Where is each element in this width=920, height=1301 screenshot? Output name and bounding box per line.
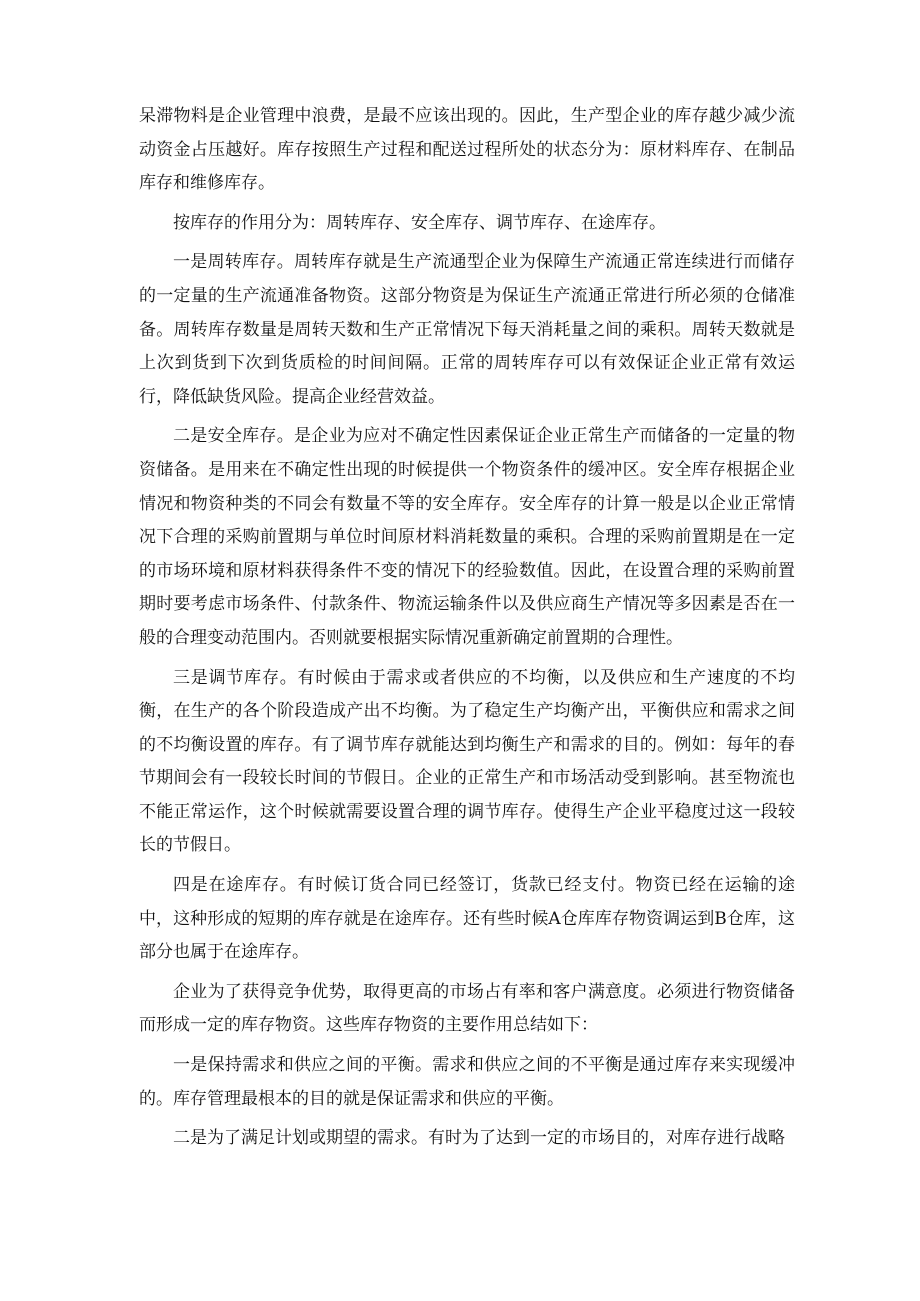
paragraph-purpose-one: 一是保持需求和供应之间的平衡。需求和供应之间的不平衡是通过库存来实现缓冲的。库存管理最根本的目的就是保证需求和供应的平衡。 xyxy=(139,1055,795,1109)
paragraph-safety-stock: 二是安全库存。是企业为应对不确定性因素保证企业正常生产而储备的一定量的物资储备。是用来在不确定性出现的时候提供一个物资条件的缓冲区。安全库存根据企业情况和物资种类的不同会有数量不等的安全库存。安全库存的计算一般是以企业正常情况下合理的采购前置期与单位时间原材料消耗数量的乘积。合理的采购前置期是在一定的市场环境和原材料获得条件不变的情况下的经验数值。因此，在设置合理的采购前置期时要考虑市场条件、付款条件、物流运输条件以及供应商生产情况等多因素是否在一般的合理变动范围内。否则就要根据实际情况重新确定前置期的合理性。 xyxy=(139,426,795,648)
paragraph-in-transit-stock: 四是在途库存。有时候订货合同已经签订，货款已经支付。物资已经在运输的途中，这种形成的短期的库存就是在途库存。还有些时候A仓库库存物资调运到B仓库，这部分也属于在途库存。 xyxy=(139,875,795,963)
paragraph-cycle-stock: 一是周转库存。周转库存就是生产流通型企业为保障生产流通正常连续进行而储存的一定量的生产流通准备物资。这部分物资是为保证生产流通正常进行所必须的仓储准备。周转库存数量是周转天数和生产正常情况下每天消耗量之间的乘积。周转天数就是上次到货到下次到货质检的时间间隔。正常的周转库存可以有效保证企业正常有效运行，降低缺货风险。提高企业经营效益。 xyxy=(139,252,795,407)
paragraph-inventory-purpose: 企业为了获得竞争优势，取得更高的市场占有率和客户满意度。必须进行物资储备而形成一定的库存物资。这些库存物资的主要作用总结如下： xyxy=(139,981,795,1036)
document-body xyxy=(139,100,795,1162)
paragraph-continuation: 呆滞物料是企业管理中浪费，是最不应该出现的。因此，生产型企业的库存越少减少流动资金占压越好。库存按照生产过程和配送过程所处的状态分为：原材料库存、在制品库存和维修库存。 xyxy=(139,106,795,194)
paragraph-buffer-stock: 三是调节库存。有时候由于需求或者供应的不均衡，以及供应和生产速度的不均衡，在生产的各个阶段造成产出不均衡。为了稳定生产均衡产出，平衡供应和需求之间的不均衡设置的库存。有了调节库存就能达到均衡生产和需求的目的。例如：每年的春节期间会有一段较长时间的节假日。企业的正常生产和市场活动受到影响。甚至物流也不能正常运作，这个时候就需要设置合理的调节库存。使得生产企业平稳度过这一段较长的节假日。 xyxy=(139,667,795,856)
paragraph-purpose-two: 二是为了满足计划或期望的需求。有时为了达到一定的市场目的，对库存进行战略 xyxy=(173,1128,785,1149)
paragraph-inventory-by-function: 按库存的作用分为：周转库存、安全库存、调节库存、在途库存。 xyxy=(173,212,666,233)
